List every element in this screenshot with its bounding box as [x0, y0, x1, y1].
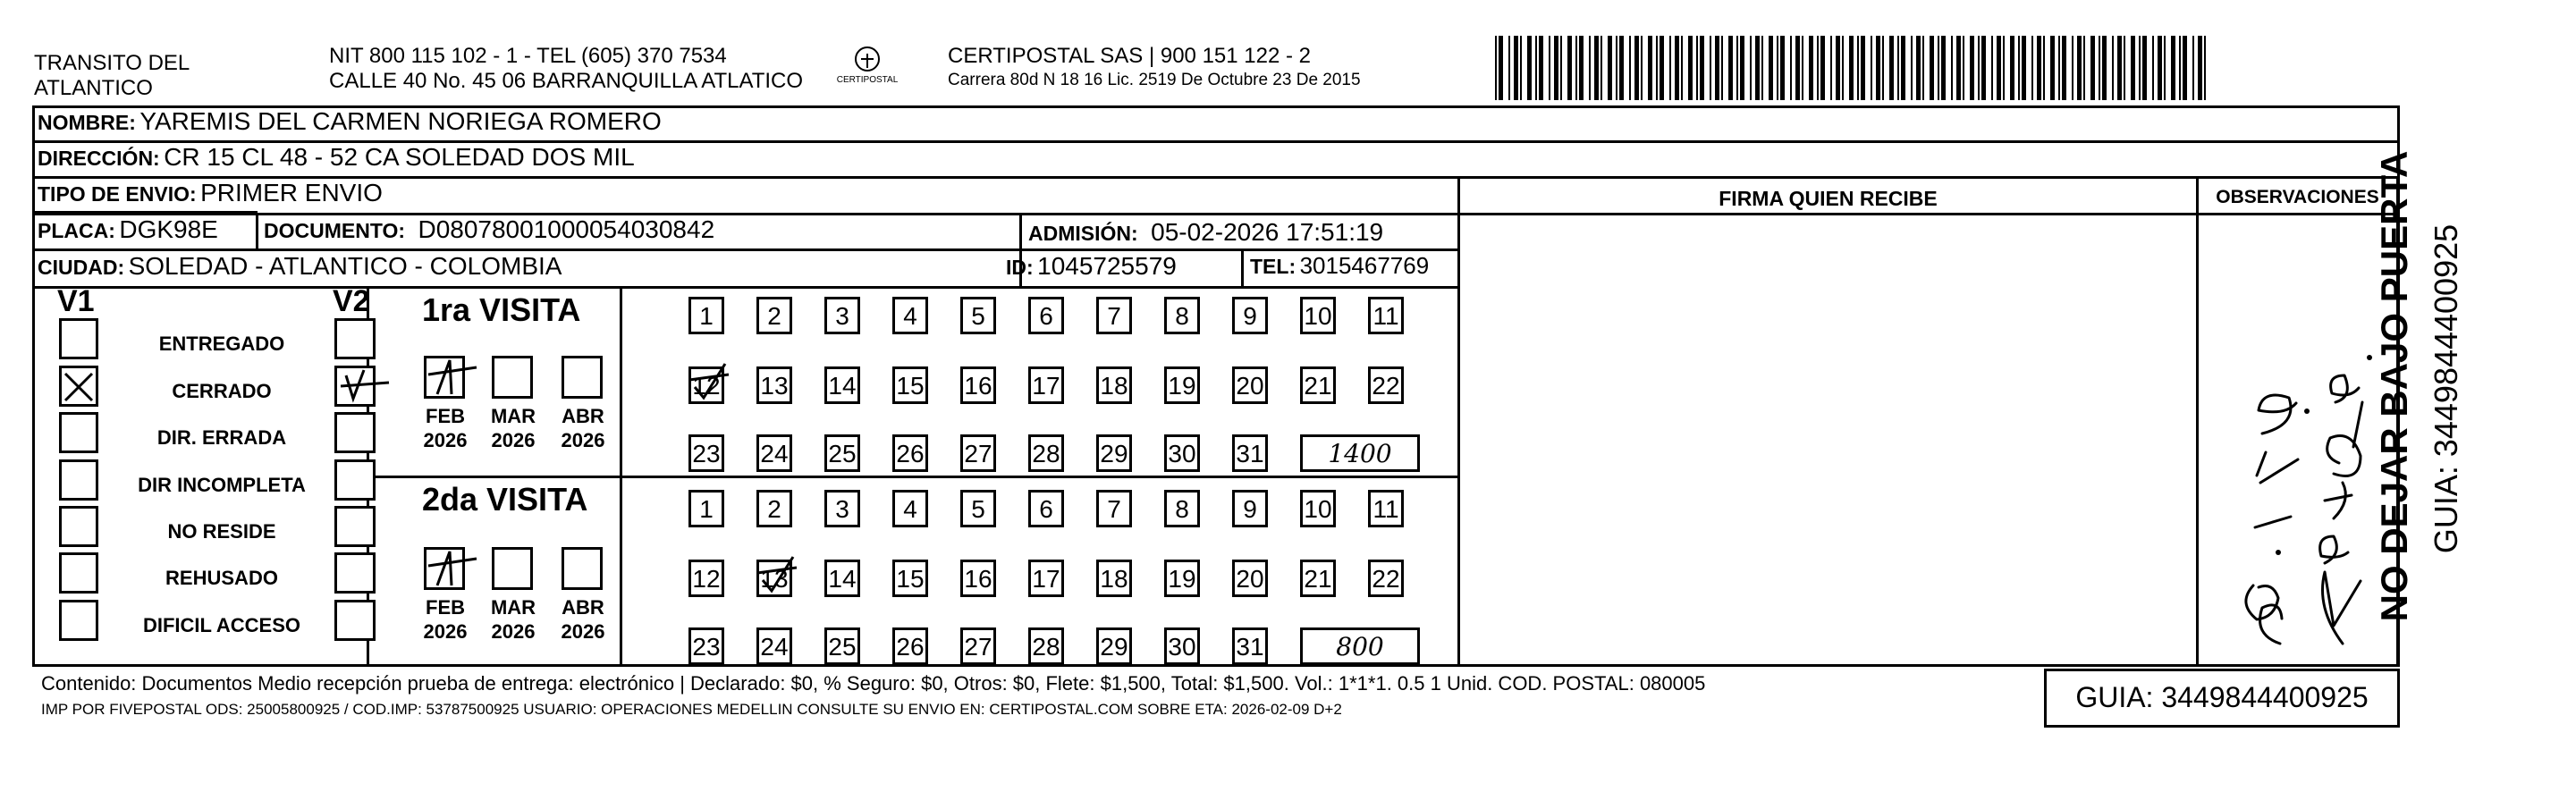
day-box[interactable]: 8: [1164, 297, 1200, 334]
barcode-bar: [1842, 36, 1844, 100]
barcode-bar: [1849, 36, 1854, 100]
barcode-bar: [2102, 36, 2107, 100]
v2-checkbox[interactable]: [334, 366, 376, 407]
certipostal-logo: [832, 41, 903, 95]
year-label: 2026: [561, 429, 605, 451]
documento-value: D08078001000054030842: [418, 215, 715, 243]
placa-value: DGK98E: [119, 215, 218, 243]
barcode-bar: [1938, 36, 1939, 100]
day-box[interactable]: 17: [1028, 366, 1064, 404]
day-box[interactable]: 5: [960, 490, 996, 527]
barcode-bar: [1951, 36, 1953, 100]
barcode-bar: [2179, 36, 2181, 100]
month-checkbox[interactable]: [424, 356, 465, 399]
day-box[interactable]: 27: [960, 627, 996, 665]
sender-contact: [329, 44, 803, 94]
day-box[interactable]: 22: [1368, 560, 1404, 597]
day-box[interactable]: 12: [688, 560, 724, 597]
day-box[interactable]: 6: [1028, 490, 1064, 527]
barcode-bar: [1535, 36, 1537, 100]
day-box[interactable]: 11: [1368, 297, 1404, 334]
day-box[interactable]: 19: [1164, 560, 1200, 597]
observaciones-header: OBSERVACIONES: [2216, 187, 2379, 207]
day-box[interactable]: 20: [1232, 560, 1268, 597]
month-label: MAR: [490, 596, 536, 619]
day-box[interactable]: 7: [1096, 297, 1132, 334]
barcode-bar: [1795, 36, 1800, 100]
firma-header: FIRMA QUIEN RECIBE: [1719, 187, 1938, 210]
barcode-bar: [1861, 36, 1865, 100]
barcode-bar: [1681, 36, 1683, 100]
barcode-bar: [1830, 36, 1832, 100]
address-line: CALLE 40 No. 45 06 BARRANQUILLA ATLATICO: [329, 69, 804, 93]
barcode-bar: [2050, 36, 2055, 100]
day-box[interactable]: 8: [1164, 490, 1200, 527]
v1-checkbox[interactable]: [59, 506, 98, 547]
barcode-bar: [1780, 36, 1785, 100]
day-box[interactable]: 2: [756, 297, 792, 334]
month-year: [554, 404, 612, 452]
barcode-bar: [1696, 36, 1698, 100]
day-box[interactable]: 21: [1300, 560, 1336, 597]
status-label: REHUSADO: [165, 567, 278, 589]
carrier-info: [948, 44, 1361, 92]
day-box[interactable]: 31: [1232, 434, 1268, 472]
barcode-bar: [1539, 36, 1543, 100]
footer-imp: IMP POR FIVEPOSTAL ODS: 25005800925 / COD.IMP: 53787500925 USUARIO: OPERACIONES MEDELLIN CONSULTE SU ENVIO EN: CERTIPOSTAL.COM SOBRE ETA: 2026-02-09 D+2: [41, 701, 1342, 718]
year-label: 2026: [491, 429, 536, 451]
barcode-bar: [1809, 36, 1813, 100]
barcode-bar: [2117, 36, 2122, 100]
barcode-bar: [1761, 36, 1763, 100]
v1-checkbox[interactable]: [59, 600, 98, 641]
day-box[interactable]: 15: [892, 560, 928, 597]
barcode-bar: [2072, 36, 2073, 100]
day-box[interactable]: 3: [824, 490, 860, 527]
tipo-row: [38, 179, 383, 207]
carrier-line: CERTIPOSTAL SAS | 900 151 122 - 2: [948, 44, 1311, 68]
barcode-bar: [2037, 36, 2041, 100]
barcode-bar: [1514, 36, 1518, 100]
day-box[interactable]: 1: [688, 297, 724, 334]
hour-box[interactable]: 800: [1300, 627, 1420, 665]
status-label: CERRADO: [172, 380, 272, 402]
barcode-bar: [1882, 36, 1884, 100]
tel-value: 3015467769: [1299, 252, 1430, 279]
barcode-bar: [1777, 36, 1778, 100]
barcode-bar: [1579, 36, 1584, 100]
footer-contenido: Contenido: Documentos Medio recepción prueba de entrega: electrónico | Declarado: $0, % Seguro: $0, Otros: $0, Flete: $1,500, Total: $1,500. Vol.: 1*1*1. 0.5 1 Unid. COD. POSTAL: 080005: [41, 672, 1706, 695]
barcode-bar: [1997, 36, 2001, 100]
v2-checkbox[interactable]: [334, 552, 376, 594]
barcode-bar: [1981, 36, 1986, 100]
barcode-bar: [1922, 36, 1924, 100]
barcode-bar: [1648, 36, 1652, 100]
day-box[interactable]: 7: [1096, 490, 1132, 527]
observaciones-handwriting: [2200, 268, 2396, 661]
day-box[interactable]: 9: [1232, 490, 1268, 527]
day-box[interactable]: 9: [1232, 297, 1268, 334]
nombre-value: YAREMIS DEL CARMEN NORIEGA ROMERO: [139, 107, 662, 135]
barcode-bar: [2139, 36, 2141, 100]
admision-label: ADMISIÓN:: [1028, 222, 1138, 245]
day-box[interactable]: 20: [1232, 366, 1268, 404]
logo-text: CERTIPOSTAL: [836, 75, 899, 85]
placa-cell: [38, 215, 218, 244]
barcode-bar: [1641, 36, 1643, 100]
status-label: DIR INCOMPLETA: [138, 474, 306, 496]
barcode-bar: [1589, 36, 1591, 100]
sender-line-1: TRANSITO DEL: [34, 51, 190, 75]
tipo-label: TIPO DE ENVIO:: [38, 182, 197, 206]
v1-checkbox[interactable]: [59, 459, 98, 501]
status-label: NO RESIDE: [167, 520, 276, 543]
barcode-bar: [1802, 36, 1803, 100]
barcode-bar: [1600, 36, 1602, 100]
year-label: 2026: [423, 429, 468, 451]
barcode-bar: [1991, 36, 1993, 100]
day-box[interactable]: 30: [1164, 627, 1200, 665]
barcode-bar: [2131, 36, 2135, 100]
barcode-bar: [1836, 36, 1840, 100]
barcode-bar: [1736, 36, 1738, 100]
tel-cell: [1250, 252, 1429, 280]
barcode-bar: [1608, 36, 1612, 100]
year-label: 2026: [491, 620, 536, 643]
barcode-bar: [2003, 36, 2005, 100]
day-box[interactable]: 18: [1096, 560, 1132, 597]
day-box[interactable]: 4: [892, 490, 928, 527]
day-box[interactable]: 17: [1028, 560, 1064, 597]
barcode-bar: [1669, 36, 1671, 100]
month-label: FEB: [426, 596, 465, 619]
hour-box[interactable]: 1400: [1300, 434, 1420, 472]
barcode-bar: [2164, 36, 2166, 100]
day-box[interactable]: 29: [1096, 434, 1132, 472]
day-box[interactable]: 10: [1300, 297, 1336, 334]
year-label: 2026: [423, 620, 468, 643]
day-box[interactable]: 1: [688, 490, 724, 527]
barcode-bar: [1871, 36, 1872, 100]
side-guia: GUIA: 3449844400925: [2428, 223, 2464, 554]
day-box[interactable]: 24: [756, 434, 792, 472]
barcode-bar: [1660, 36, 1664, 100]
documento-cell: [264, 215, 714, 244]
barcode: [1495, 36, 2219, 100]
day-box[interactable]: 4: [892, 297, 928, 334]
barcode-bar: [1857, 36, 1859, 100]
day-box[interactable]: 12: [688, 366, 724, 404]
placa-label: PLACA:: [38, 219, 115, 242]
day-box[interactable]: 13: [756, 560, 792, 597]
admision-value: 05-02-2026 17:51:19: [1151, 218, 1384, 246]
barcode-bar: [2058, 36, 2060, 100]
v2-label: V2: [333, 284, 370, 318]
barcode-bar: [1688, 36, 1693, 100]
barcode-bar: [1575, 36, 1577, 100]
month-label: FEB: [426, 405, 465, 427]
barcode-bar: [1616, 36, 1617, 100]
day-box[interactable]: 16: [960, 366, 996, 404]
direccion-value: CR 15 CL 48 - 52 CA SOLEDAD DOS MIL: [164, 143, 635, 171]
month-checkbox[interactable]: [492, 547, 533, 590]
barcode-bar: [1930, 36, 1934, 100]
barcode-bar: [1700, 36, 1704, 100]
barcode-bar: [2018, 36, 2020, 100]
barcode-bar: [1790, 36, 1792, 100]
barcode-bar: [1817, 36, 1819, 100]
day-box[interactable]: 30: [1164, 434, 1200, 472]
tipo-value: PRIMER ENVIO: [200, 179, 383, 206]
v2-checkbox[interactable]: [334, 459, 376, 501]
barcode-bar: [2090, 36, 2095, 100]
day-box[interactable]: 28: [1028, 434, 1064, 472]
sender-name: [34, 51, 190, 101]
day-box[interactable]: 15: [892, 366, 928, 404]
month-label: MAR: [490, 405, 536, 427]
month-year: [417, 595, 474, 644]
documento-label: DOCUMENTO:: [264, 219, 406, 242]
barcode-bar: [1750, 36, 1752, 100]
second-visit-title: 2da VISITA: [422, 481, 588, 518]
day-box[interactable]: 23: [688, 627, 724, 665]
ciudad-cell: [38, 252, 562, 281]
day-box[interactable]: 31: [1232, 627, 1268, 665]
tel-label: TEL:: [1250, 255, 1296, 278]
barcode-bar: [1710, 36, 1711, 100]
barcode-bar: [2099, 36, 2100, 100]
month-label: ABR: [562, 596, 604, 619]
day-box[interactable]: 19: [1164, 366, 1200, 404]
barcode-bar: [2124, 36, 2125, 100]
barcode-bar: [2083, 36, 2085, 100]
ciudad-label: CIUDAD:: [38, 256, 125, 279]
month-year: [554, 595, 612, 644]
month-checkbox[interactable]: [424, 547, 465, 590]
barcode-bar: [1560, 36, 1562, 100]
direccion-row: [38, 143, 635, 172]
barcode-bar: [1911, 36, 1913, 100]
month-label: ABR: [562, 405, 604, 427]
id-cell: [1006, 252, 1177, 281]
day-box[interactable]: 14: [824, 560, 860, 597]
barcode-bar: [1495, 36, 1497, 100]
barcode-bar: [1740, 36, 1744, 100]
barcode-bar: [2152, 36, 2154, 100]
day-box[interactable]: 23: [688, 434, 724, 472]
day-box[interactable]: 3: [824, 297, 860, 334]
barcode-bar: [2198, 36, 2202, 100]
barcode-bar: [1820, 36, 1825, 100]
barcode-bar: [2112, 36, 2114, 100]
barcode-bar: [1876, 36, 1880, 100]
barcode-bar: [1567, 36, 1572, 100]
v1-checkbox[interactable]: [59, 318, 98, 359]
barcode-bar: [1554, 36, 1558, 100]
day-box[interactable]: 28: [1028, 627, 1064, 665]
id-value: 1045725579: [1037, 252, 1177, 280]
day-box[interactable]: 2: [756, 490, 792, 527]
barcode-bar: [2171, 36, 2175, 100]
barcode-bar: [2204, 36, 2206, 100]
nombre-row: [38, 107, 662, 136]
barcode-bar: [1520, 36, 1522, 100]
barcode-bar: [1508, 36, 1510, 100]
day-box[interactable]: 14: [824, 366, 860, 404]
status-label: DIFICIL ACCESO: [142, 614, 300, 636]
day-box[interactable]: 26: [892, 434, 928, 472]
barcode-bar: [1675, 36, 1679, 100]
id-label: ID:: [1006, 256, 1034, 279]
barcode-bar: [2010, 36, 2014, 100]
year-label: 2026: [561, 620, 605, 643]
barcode-bar: [2031, 36, 2033, 100]
barcode-bar: [2142, 36, 2147, 100]
day-box[interactable]: 26: [892, 627, 928, 665]
day-box[interactable]: 13: [756, 366, 792, 404]
barcode-bar: [1728, 36, 1733, 100]
license-line: Carrera 80d N 18 16 Lic. 2519 De Octubre 23 De 2015: [948, 71, 1361, 89]
ciudad-value: SOLEDAD - ATLANTICO - COLOMBIA: [128, 252, 562, 280]
v1-checkbox[interactable]: [59, 412, 98, 453]
barcode-bar: [1721, 36, 1723, 100]
footer-guia: GUIA: 3449844400925: [2075, 681, 2369, 713]
barcode-bar: [1978, 36, 1980, 100]
barcode-bar: [2158, 36, 2162, 100]
barcode-bar: [1970, 36, 1974, 100]
day-box[interactable]: 22: [1368, 366, 1404, 404]
nit-line: NIT 800 115 102 - 1 - TEL (605) 370 7534: [329, 44, 727, 68]
day-box[interactable]: 24: [756, 627, 792, 665]
day-box[interactable]: 21: [1300, 366, 1336, 404]
v1-checkbox[interactable]: [59, 552, 98, 594]
v2-checkbox[interactable]: [334, 412, 376, 453]
barcode-bar: [2062, 36, 2066, 100]
day-box[interactable]: 11: [1368, 490, 1404, 527]
barcode-bar: [1656, 36, 1658, 100]
barcode-bar: [1634, 36, 1639, 100]
barcode-bar: [1769, 36, 1773, 100]
barcode-bar: [2192, 36, 2194, 100]
month-checkbox[interactable]: [492, 356, 533, 399]
month-checkbox[interactable]: [562, 547, 603, 590]
barcode-bar: [1963, 36, 1964, 100]
v2-checkbox[interactable]: [334, 600, 376, 641]
barcode-bar: [1594, 36, 1599, 100]
month-year: [485, 595, 542, 644]
day-box[interactable]: 10: [1300, 490, 1336, 527]
barcode-bar: [1889, 36, 1894, 100]
month-year: [417, 404, 474, 452]
barcode-bar: [2022, 36, 2026, 100]
day-box[interactable]: 25: [824, 627, 860, 665]
first-visit-title: 1ra VISITA: [422, 291, 581, 328]
barcode-bar: [1901, 36, 1905, 100]
day-box[interactable]: 18: [1096, 366, 1132, 404]
barcode-bar: [1897, 36, 1899, 100]
day-box[interactable]: 5: [960, 297, 996, 334]
direccion-label: DIRECCIÓN:: [38, 147, 160, 170]
barcode-bar: [1715, 36, 1719, 100]
no-dejar-bajo-puerta: NO DEJAR BAJO PUERTA: [2373, 150, 2415, 622]
sender-line-2: ATLANTICO: [34, 76, 153, 100]
barcode-bar: [1527, 36, 1532, 100]
v2-checkbox[interactable]: [334, 318, 376, 359]
barcode-bar: [2183, 36, 2187, 100]
barcode-bar: [2043, 36, 2045, 100]
day-box[interactable]: 6: [1028, 297, 1064, 334]
barcode-bar: [1956, 36, 1961, 100]
month-checkbox[interactable]: [562, 356, 603, 399]
barcode-bar: [1499, 36, 1503, 100]
barcode-bar: [1755, 36, 1760, 100]
day-box[interactable]: 25: [824, 434, 860, 472]
barcode-bar: [1619, 36, 1624, 100]
day-box[interactable]: 27: [960, 434, 996, 472]
barcode-bar: [1916, 36, 1921, 100]
barcode-bar: [1629, 36, 1631, 100]
nombre-label: NOMBRE:: [38, 111, 136, 134]
admision-cell: [1028, 218, 1383, 247]
v1-checkbox[interactable]: [59, 366, 98, 407]
day-box[interactable]: 29: [1096, 627, 1132, 665]
day-box[interactable]: 16: [960, 560, 996, 597]
v1-label: V1: [57, 284, 95, 318]
status-label: DIR. ERRADA: [156, 426, 287, 449]
barcode-bar: [1549, 36, 1550, 100]
barcode-bar: [1941, 36, 1946, 100]
status-label: ENTREGADO: [158, 333, 285, 355]
barcode-bar: [2077, 36, 2082, 100]
month-year: [485, 404, 542, 452]
v2-checkbox[interactable]: [334, 506, 376, 547]
